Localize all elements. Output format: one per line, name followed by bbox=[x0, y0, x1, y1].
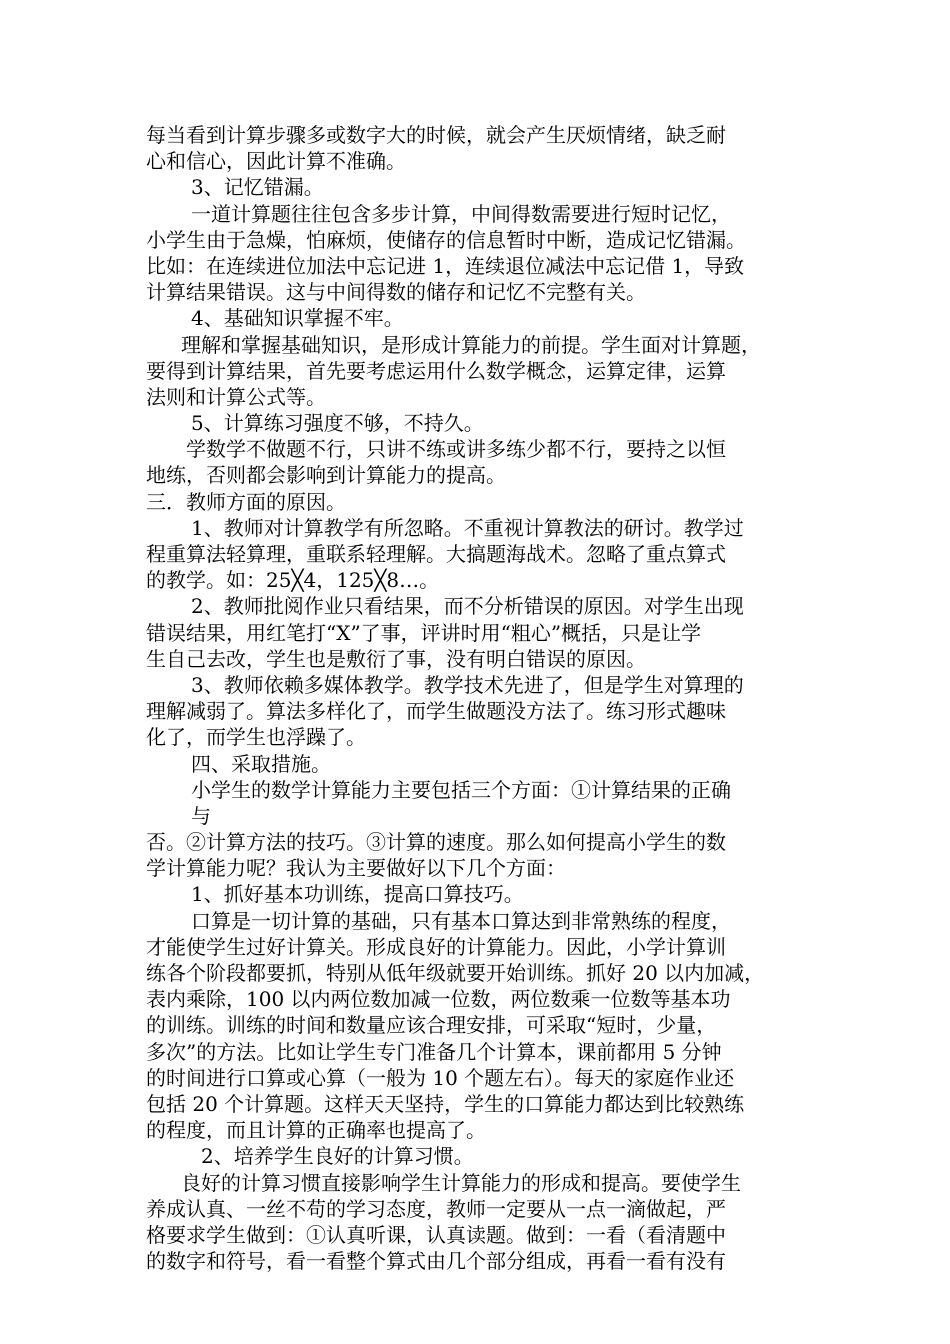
text-line: 小学生的数学计算能力主要包括三个方面：①计算结果的正确 bbox=[191, 777, 731, 802]
text-line: 5、计算练习强度不够，不持久。 bbox=[191, 411, 484, 436]
text-line: 理解和掌握基础知识，是形成计算能力的前提。学生面对计算题， bbox=[181, 332, 761, 357]
text-line: 1、教师对计算教学有所忽略。不重视计算教法的研讨。教学过 bbox=[191, 515, 744, 540]
text-line: 1、抓好基本功训练，提高口算技巧。 bbox=[191, 882, 524, 907]
text-line: 包括 20 个计算题。这样天天坚持，学生的口算能力都达到比较熟练 bbox=[146, 1091, 745, 1116]
text-line: 的时间进行口算或心算（一般为 10 个题左右）。每天的家庭作业还 bbox=[146, 1065, 735, 1090]
text-line: 3、记忆错漏。 bbox=[191, 175, 324, 200]
text-line: 四、采取措施。 bbox=[191, 751, 331, 776]
text-line: 小学生由于急燥，怕麻烦，使储存的信息暂时中断，造成记忆错漏。 bbox=[146, 227, 746, 252]
text-line: 才能使学生过好计算关。形成良好的计算能力。因此，小学计算训 bbox=[146, 934, 726, 959]
text-line: 2、培养学生良好的计算习惯。 bbox=[201, 1144, 474, 1169]
text-line: 三．教师方面的原因。 bbox=[146, 489, 346, 514]
text-line: 养成认真、一丝不苟的学习态度，教师一定要从一点一滴做起，严 bbox=[146, 1196, 726, 1221]
text-line: 比如：在连续进位加法中忘记进 1，连续退位减法中忘记借 1，导致 bbox=[146, 253, 745, 278]
text-line: 学计算能力呢？我认为主要做好以下几个方面： bbox=[146, 856, 566, 881]
text-line: 练各个阶段都要抓，特别从低年级就要开始训练。抓好 20 以内加减， bbox=[146, 961, 765, 985]
text-line: 的教学。如：25╳4，125╳8…。 bbox=[146, 568, 440, 593]
text-line: 4、基础知识掌握不牢。 bbox=[191, 306, 404, 331]
text-line: 多次”的方法。比如让学生专门准备几个计算本，课前都用 5 分钟 bbox=[146, 1039, 722, 1064]
text-line: 法则和计算公式等。 bbox=[146, 384, 326, 409]
text-line: 程重算法轻算理，重联系轻理解。大搞题海战术。忽略了重点算式 bbox=[146, 542, 726, 566]
text-line: 否。②计算方法的技巧。③计算的速度。那么如何提高小学生的数 bbox=[146, 830, 726, 855]
text-line: 口算是一切计算的基础，只有基本口算达到非常熟练的程度， bbox=[191, 908, 731, 933]
text-line: 2、教师批阅作业只看结果，而不分析错误的原因。对学生出现 bbox=[191, 594, 744, 619]
text-line: 化了，而学生也浮躁了。 bbox=[146, 725, 366, 750]
text-line: 的训练。训练的时间和数量应该合理安排，可采取“短时，少量， bbox=[146, 1013, 717, 1038]
text-line: 良好的计算习惯直接影响学生计算能力的形成和提高。要使学生 bbox=[181, 1170, 741, 1195]
text-line: 学数学不做题不行，只讲不练或讲多练少都不行，要持之以恒 bbox=[186, 437, 726, 462]
document-body bbox=[146, 122, 826, 1274]
text-line: 表内乘除，100 以内两位数加减一位数，两位数乘一位数等基本功 bbox=[146, 987, 731, 1012]
text-line: 理解减弱了。算法多样化了，而学生做题没方法了。练习形式趣味 bbox=[146, 699, 726, 724]
text-line: 3、教师依赖多媒体教学。教学技术先进了，但是学生对算理的 bbox=[191, 672, 744, 697]
text-line: 每当看到计算步骤多或数字大的时候，就会产生厌烦情绪，缺乏耐 bbox=[146, 123, 726, 147]
text-line: 心和信心，因此计算不准确。 bbox=[146, 149, 406, 174]
text-line: 一道计算题往往包含多步计算，中间得数需要进行短时记忆， bbox=[191, 201, 731, 226]
text-line: 与 bbox=[191, 803, 211, 828]
text-line: 的程度，而且计算的正确率也提高了。 bbox=[146, 1118, 486, 1143]
text-line: 的数字和符号，看一看整个算式由几个部分组成，再看一看有没有 bbox=[146, 1249, 726, 1274]
text-line: 计算结果错误。这与中间得数的储存和记忆不完整有关。 bbox=[146, 280, 646, 305]
text-line: 要得到计算结果，首先要考虑运用什么数学概念，运算定律，运算 bbox=[146, 358, 726, 383]
text-line: 错误结果，用红笔打“X”了事，评讲时用“粗心”概括，只是让学 bbox=[146, 620, 702, 645]
text-line: 地练，否则都会影响到计算能力的提高。 bbox=[146, 463, 506, 488]
text-line: 生自己去改，学生也是敷衍了事，没有明白错误的原因。 bbox=[146, 646, 646, 671]
text-line: 格要求学生做到：①认真听课，认真读题。做到：一看（看清题中 bbox=[146, 1222, 726, 1247]
